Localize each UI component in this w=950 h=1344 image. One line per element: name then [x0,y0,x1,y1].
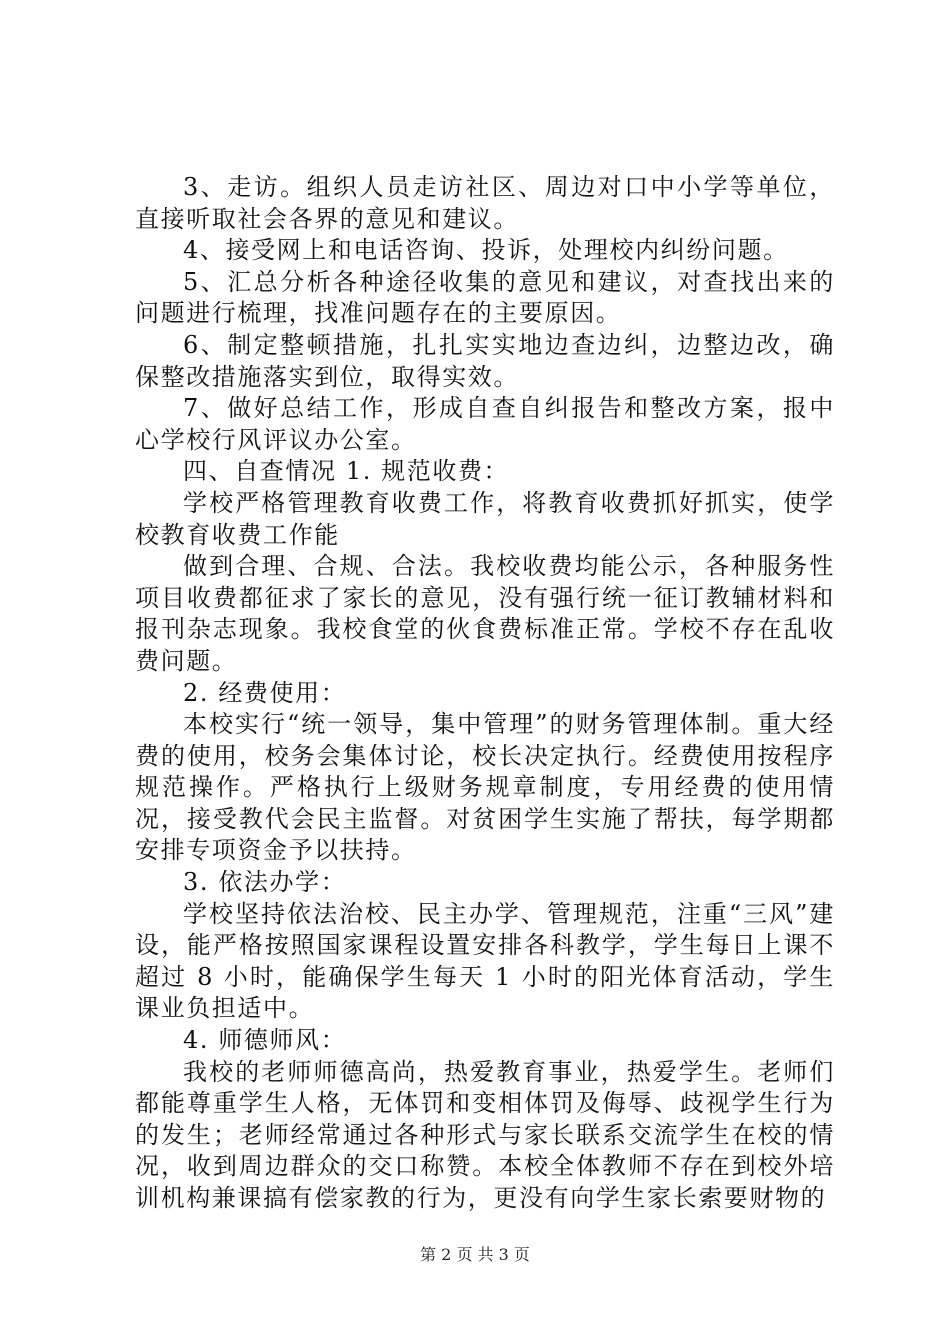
paragraph-consultation: 4、接受网上和电话咨询、投诉，处理校内纠纷问题。 [183,236,789,265]
paragraph-fees-detail: 做到合理、合规、合法。我校收费均能公示，各种服务性项目收费都征求了家长的意见，没有强行统一征订教辅材料和报刊杂志现象。我校食堂的伙食费标准正常。学校不存在乱收费问题。 [135,552,835,675]
heading-funds-use: 2. 经费使用： [183,678,347,707]
heading-teacher-ethics: 4. 师德师风： [183,1026,347,1055]
paragraph-visit: 3、走访。组织人员走访社区、周边对口中小学等单位，直接听取社会各界的意见和建议。 [135,173,835,233]
paragraph-funds-use: 本校实行“统一领导，集中管理”的财务管理体制。重大经费的使用，校务会集体讨论，校长决定执行。经费使用按程序规范操作。严格执行上级财务规章制度，专用经费的使用情况，接受教代会民主监督。对贫困学生实施了帮扶，每学期都安排专项资金予以扶持。 [135,710,835,865]
paragraph-law-based-schooling: 学校坚持依法治校、民主办学、管理规范，注重“三风”建设，能严格按照国家课程设置安排各科教学，学生每日上课不超过 8 小时，能确保学生每天 1 小时的阳光体育活动，学生课业负担适中。 [135,899,835,1023]
paragraph-teacher-ethics: 我校的老师师德高尚，热爱教育事业，热爱学生。老师们都能尊重学生人格，无体罚和变相体罚及侮辱、歧视学生行为的发生；老师经常通过各种形式与家长联系交流学生在校的情况，收到周边群众的交口称赞。本校全体教师不存在到校外培训机构兼课搞有偿家教的行为，更没有向学生家长索要财物的 [135,1057,835,1212]
page-number-footer: 第 2 页 共 3 页 [420,1245,530,1264]
heading-law-based-schooling: 3. 依法办学： [183,868,347,897]
paragraph-rectification-measures: 6、制定整顿措施，扎扎实实地边查边纠，边整边改，确保整改措施落实到位，取得实效。 [135,330,835,391]
paragraph-summary-analysis: 5、汇总分析各种途径收集的意见和建议，对查找出来的问题进行梳理，找准问题存在的主要原因。 [135,267,835,328]
paragraph-fees-intro: 学校严格管理教育收费工作，将教育收费抓好抓实，使学校教育收费工作能 [135,488,835,549]
document-body [135,172,835,1215]
paragraph-summary-work: 7、做好总结工作，形成自查自纠报告和整改方案，报中心学校行风评议办公室。 [135,394,835,454]
heading-self-check: 四、自查情况 1. 规范收费： [183,457,510,486]
